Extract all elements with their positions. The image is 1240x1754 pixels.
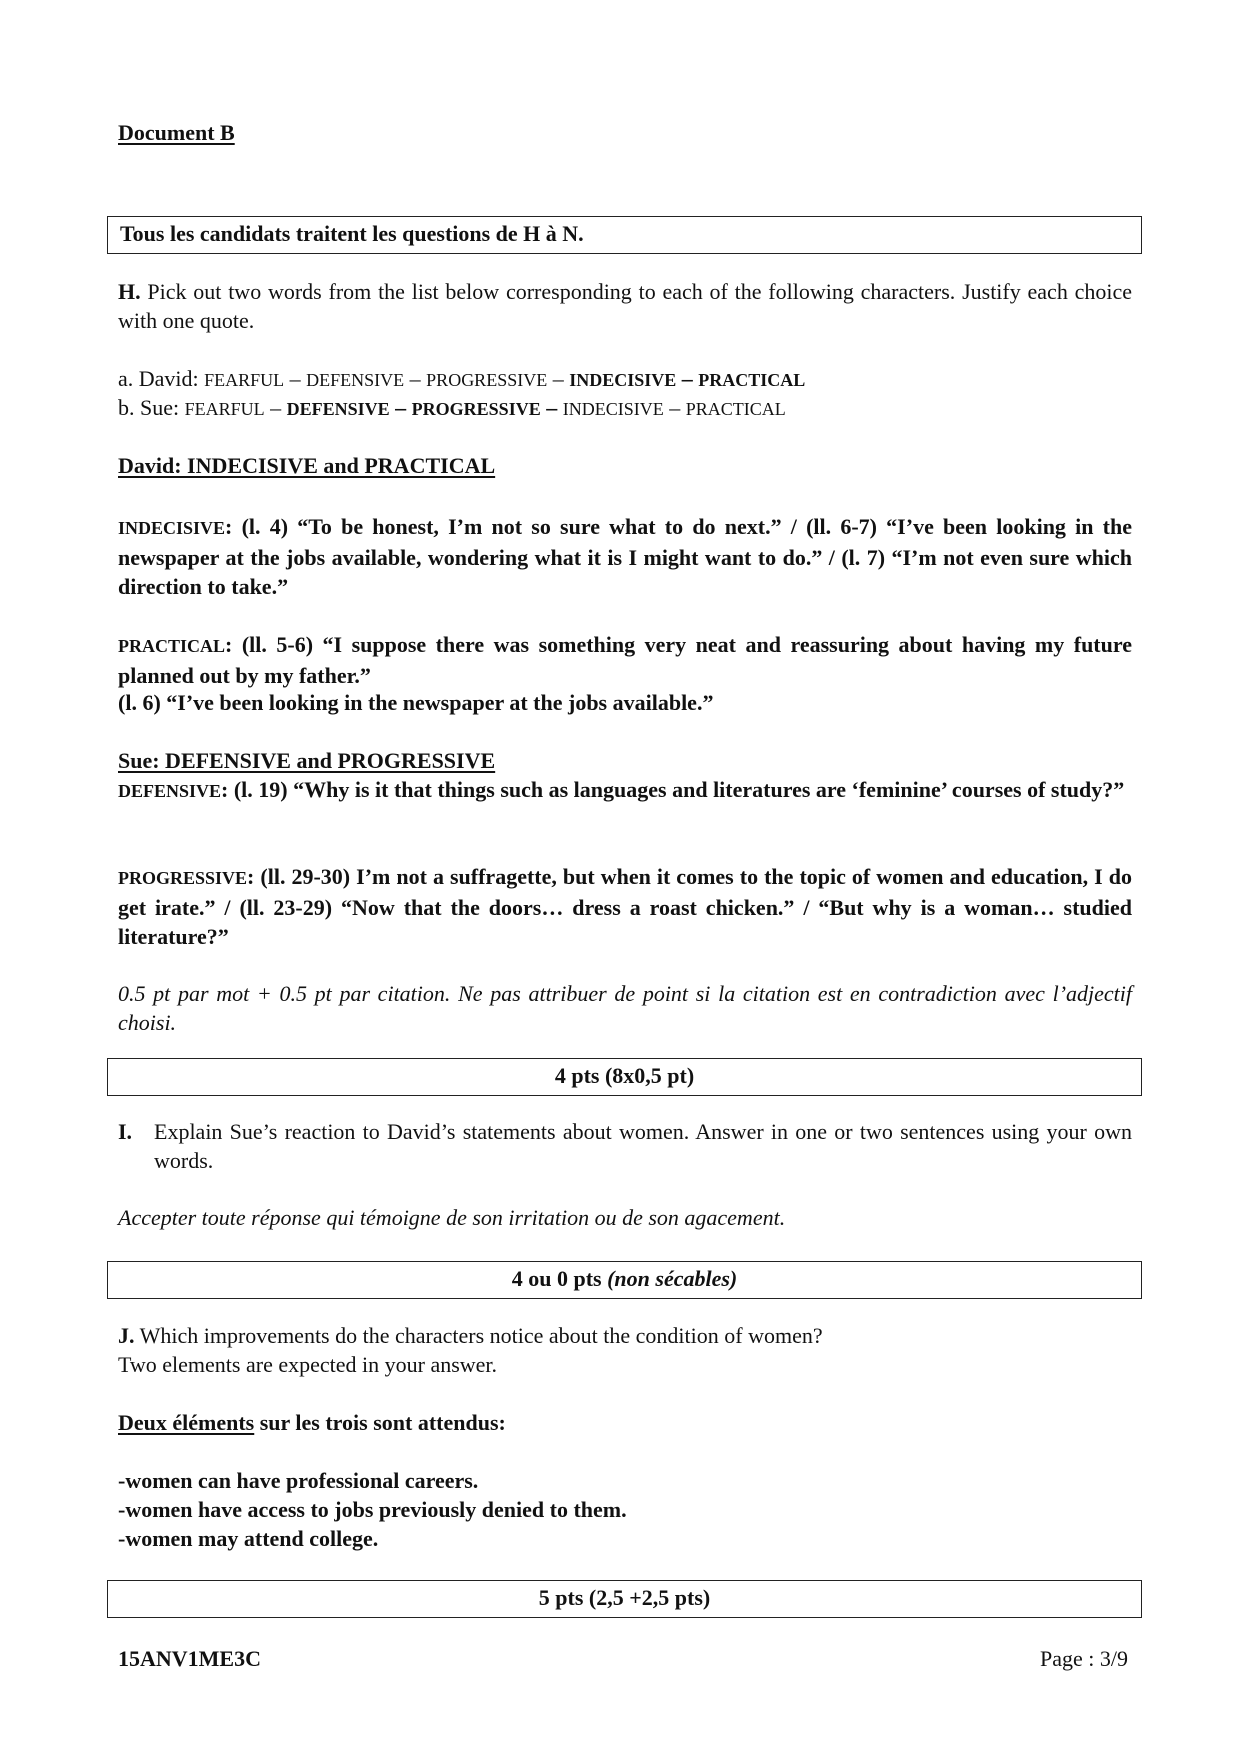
word-list-sue: b. Sue: FEARFUL – DEFENSIVE – PROGRESSIVE – INDECISIVE – PRACTICAL (118, 395, 786, 420)
question-j-label: J. (118, 1323, 135, 1348)
defensive-label: DEFENSIVE (118, 781, 222, 801)
word-defensive: DEFENSIVE (286, 399, 390, 419)
points-box-h (107, 1058, 1142, 1096)
progressive-label: PROGRESSIVE (118, 868, 248, 888)
points-box-j (107, 1580, 1142, 1618)
word-progressive: PROGRESSIVE (411, 399, 541, 419)
practical-quotes: : (ll. 5-6) “I suppose there was something very neat and reassuring about having my future planned out by my father.” (118, 632, 1132, 688)
word-indecisive: INDECISIVE (569, 370, 677, 390)
footer-page-number: Page : 3/9 (1040, 1646, 1128, 1671)
document-heading: Document B (118, 120, 235, 145)
word-practical: PRACTICAL (698, 370, 806, 390)
question-j-text-line1: Which improvements do the characters notice about the condition of women? (139, 1323, 823, 1348)
instruction-text: Tous les candidats traitent les questions de H à N. (120, 221, 584, 246)
question-j-text-line2: Two elements are expected in your answer. (118, 1352, 498, 1377)
question-i-text: Explain Sue’s reaction to David’s statements about women. Answer in one or two sentences using your own words. (154, 1119, 1132, 1173)
question-h-label: H. (118, 279, 141, 304)
progressive-answer (118, 862, 1132, 951)
answer-item: -women can have professional careers. (118, 1468, 479, 1493)
points-j: 5 pts (2,5 +2,5 pts) (538, 1585, 711, 1610)
david-heading: David: INDECISIVE and PRACTICAL (118, 453, 496, 478)
defensive-answer (118, 775, 1132, 806)
word-list-david: a. David: FEARFUL – DEFENSIVE – PROGRESSIVE – INDECISIVE – PRACTICAL (118, 366, 806, 391)
question-i-label: I. (118, 1119, 133, 1144)
expected-underlined: Deux éléments (118, 1410, 255, 1435)
question-j (118, 1321, 823, 1350)
defensive-quotes: : (l. 19) “Why is it that things such as languages and literatures are ‘feminine’ courses of study?” (221, 777, 1125, 802)
word-fearful: FEARFUL (184, 399, 265, 419)
word-list-david-prefix: a. David: (118, 366, 199, 391)
grading-note-h: 0.5 pt par mot + 0.5 pt par citation. Ne pas attribuer de point si la citation est en contradiction avec l’adjectif choisi. (118, 981, 1132, 1035)
grading-note-i: Accepter toute réponse qui témoigne de son irritation ou de son agacement. (118, 1205, 786, 1230)
points-box-i (107, 1261, 1142, 1299)
word-indecisive: INDECISIVE (562, 399, 664, 419)
points-i-main: 4 ou 0 pts (511, 1266, 608, 1291)
practical-label: PRACTICAL (118, 636, 226, 656)
word-practical: PRACTICAL (685, 399, 786, 419)
word-defensive: DEFENSIVE (306, 370, 405, 390)
indecisive-quotes: : (l. 4) “To be honest, I’m not so sure what to do next.” / (ll. 6-7) “I’ve been looking in the newspaper at the jobs available, wondering what it is I might want to do.” / (l. 7) “I’m not even sure which direction to take.” (118, 514, 1132, 599)
answer-item: -women may attend college. (118, 1526, 379, 1551)
word-list-sue-prefix: b. Sue: (118, 395, 180, 420)
points-h: 4 pts (8x0,5 pt) (554, 1063, 695, 1088)
sue-heading: Sue: DEFENSIVE and PROGRESSIVE (118, 748, 496, 773)
word-fearful: FEARFUL (204, 370, 285, 390)
question-h (118, 277, 1132, 335)
expected-rest: sur les trois sont attendus: (254, 1410, 506, 1435)
points-i-note: (non sécables) (607, 1266, 738, 1291)
practical-answer-line2: (l. 6) “I’ve been looking in the newspaper at the jobs available.” (118, 690, 714, 715)
word-progressive: PROGRESSIVE (426, 370, 548, 390)
indecisive-answer (118, 512, 1132, 601)
instruction-box (107, 216, 1142, 254)
answer-item: -women have access to jobs previously denied to them. (118, 1497, 627, 1522)
expected-elements (118, 1408, 506, 1437)
footer-code: 15ANV1ME3C (118, 1646, 261, 1671)
indecisive-label: INDECISIVE (118, 518, 226, 538)
practical-answer (118, 630, 1132, 690)
progressive-quotes: : (ll. 29-30) I’m not a suffragette, but when it comes to the topic of women and education, I do get irate.” / (ll. 23-29) “Now that the doors… dress a roast chicken.” / “But why is a woman… studied literature?” (118, 864, 1132, 949)
question-h-text: Pick out two words from the list below corresponding to each of the following characters. Justify each choice with one quote. (118, 279, 1133, 333)
